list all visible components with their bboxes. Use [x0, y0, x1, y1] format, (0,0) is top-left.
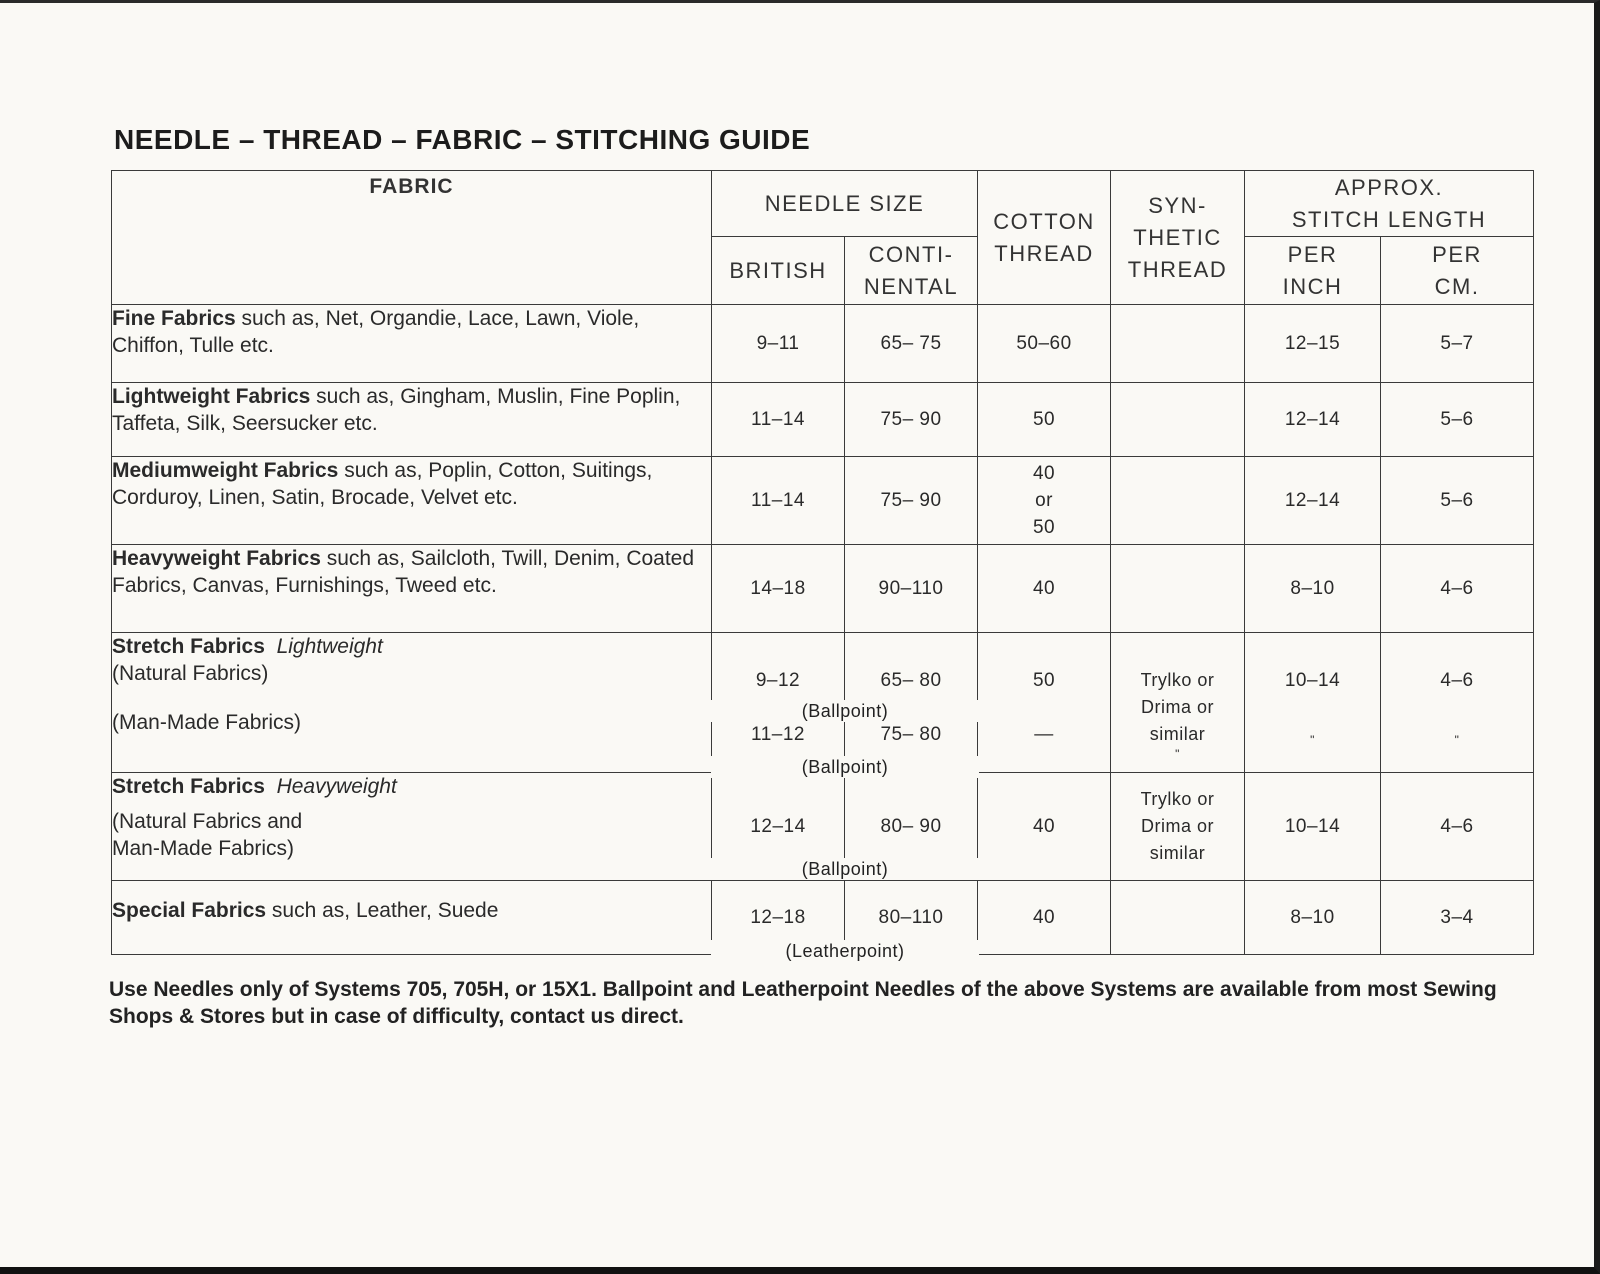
continental-size: 65– 80 75– 80: [845, 633, 978, 773]
fabric-cell: Mediumweight Fabrics such as, Poplin, Cotton, Suitings, Corduroy, Linen, Satin, Brocade, Velvet etc.: [112, 457, 712, 545]
needle-note-ballpoint-1: (Ballpoint): [711, 700, 979, 722]
table-row: [112, 305, 1534, 383]
cotton-thread: 50 —: [978, 633, 1111, 773]
header-per-cm: PER CM.: [1381, 237, 1534, 305]
table-row: [112, 383, 1534, 457]
synthetic-thread: [1111, 881, 1245, 955]
continental-size: 80–110: [845, 881, 978, 955]
continental-size: 65– 75: [845, 305, 978, 383]
per-inch: 10–14: [1245, 773, 1381, 881]
per-inch: 10–14 ": [1245, 633, 1381, 773]
british-size: 14–18: [712, 545, 845, 633]
fabric-cell: Lightweight Fabrics such as, Gingham, Muslin, Fine Poplin, Taffeta, Silk, Seersucker etc.: [112, 383, 712, 457]
needle-note-ballpoint-3: (Ballpoint): [711, 858, 979, 880]
cotton-thread: 50–60: [978, 305, 1111, 383]
header-synthetic-thread: SYN- THETIC THREAD: [1111, 171, 1245, 305]
header-cotton-thread: COTTON THREAD: [978, 171, 1111, 305]
header-fabric: FABRIC: [112, 171, 712, 305]
british-size: 11–14: [712, 383, 845, 457]
british-size: 11–14: [712, 457, 845, 545]
fabric-cell: Heavyweight Fabrics such as, Sailcloth, Twill, Denim, Coated Fabrics, Canvas, Furnishings, Tweed etc.: [112, 545, 712, 633]
british-size: 12–14: [712, 773, 845, 881]
header-continental: CONTI- NENTAL: [845, 237, 978, 305]
per-inch: 12–14: [1245, 383, 1381, 457]
footnote: Use Needles only of Systems 705, 705H, or 15X1. Ballpoint and Leatherpoint Needles of the above Systems are available from most Sewing Shops & Stores but in case of difficulty, contact us direct.: [109, 978, 1497, 1028]
table-row: [112, 457, 1534, 545]
synthetic-thread: Trylko or Drima or similar ": [1111, 633, 1245, 773]
synthetic-thread: [1111, 305, 1245, 383]
cotton-thread: 40: [978, 545, 1111, 633]
continental-size: 80– 90: [845, 773, 978, 881]
synthetic-thread: [1111, 545, 1245, 633]
needle-note-ballpoint-2: (Ballpoint): [711, 756, 979, 778]
synthetic-thread: Trylko or Drima or similar: [1111, 773, 1245, 881]
per-cm: 3–4: [1381, 881, 1534, 955]
british-size: 9–11: [712, 305, 845, 383]
header-stitch-length: APPROX. STITCH LENGTH: [1245, 171, 1534, 237]
per-inch: 12–15: [1245, 305, 1381, 383]
stitching-guide-table: [111, 170, 1534, 955]
cotton-thread: 40: [978, 773, 1111, 881]
cotton-thread: 50: [978, 383, 1111, 457]
per-cm: 4–6: [1381, 773, 1534, 881]
cotton-thread: 40 or 50: [978, 457, 1111, 545]
per-inch: 8–10: [1245, 881, 1381, 955]
per-inch: 12–14: [1245, 457, 1381, 545]
fabric-cell: Special Fabrics such as, Leather, Suede: [112, 881, 712, 955]
per-cm: 5–7: [1381, 305, 1534, 383]
continental-size: 75– 90: [845, 457, 978, 545]
header-needle-size: NEEDLE SIZE: [712, 171, 978, 237]
continental-size: 90–110: [845, 545, 978, 633]
per-cm: 4–6 ": [1381, 633, 1534, 773]
british-size: 12–18: [712, 881, 845, 955]
per-cm: 5–6: [1381, 383, 1534, 457]
fabric-cell: Stretch Fabrics Lightweight (Natural Fabrics) (Man-Made Fabrics): [112, 633, 712, 773]
synthetic-thread: [1111, 457, 1245, 545]
header-british: BRITISH: [712, 237, 845, 305]
needle-note-leatherpoint: (Leatherpoint): [711, 940, 979, 962]
table-row: [112, 545, 1534, 633]
per-cm: 4–6: [1381, 545, 1534, 633]
british-size: 9–12 11–12: [712, 633, 845, 773]
fabric-cell: Fine Fabrics such as, Net, Organdie, Lace, Lawn, Viole, Chiffon, Tulle etc.: [112, 305, 712, 383]
page-title: NEEDLE – THREAD – FABRIC – STITCHING GUIDE: [114, 124, 811, 155]
fabric-cell: Stretch Fabrics Heavyweight (Natural Fabrics and Man-Made Fabrics): [112, 773, 712, 881]
synthetic-thread: [1111, 383, 1245, 457]
per-inch: 8–10: [1245, 545, 1381, 633]
cotton-thread: 40: [978, 881, 1111, 955]
per-cm: 5–6: [1381, 457, 1534, 545]
header-per-inch: PER INCH: [1245, 237, 1381, 305]
continental-size: 75– 90: [845, 383, 978, 457]
